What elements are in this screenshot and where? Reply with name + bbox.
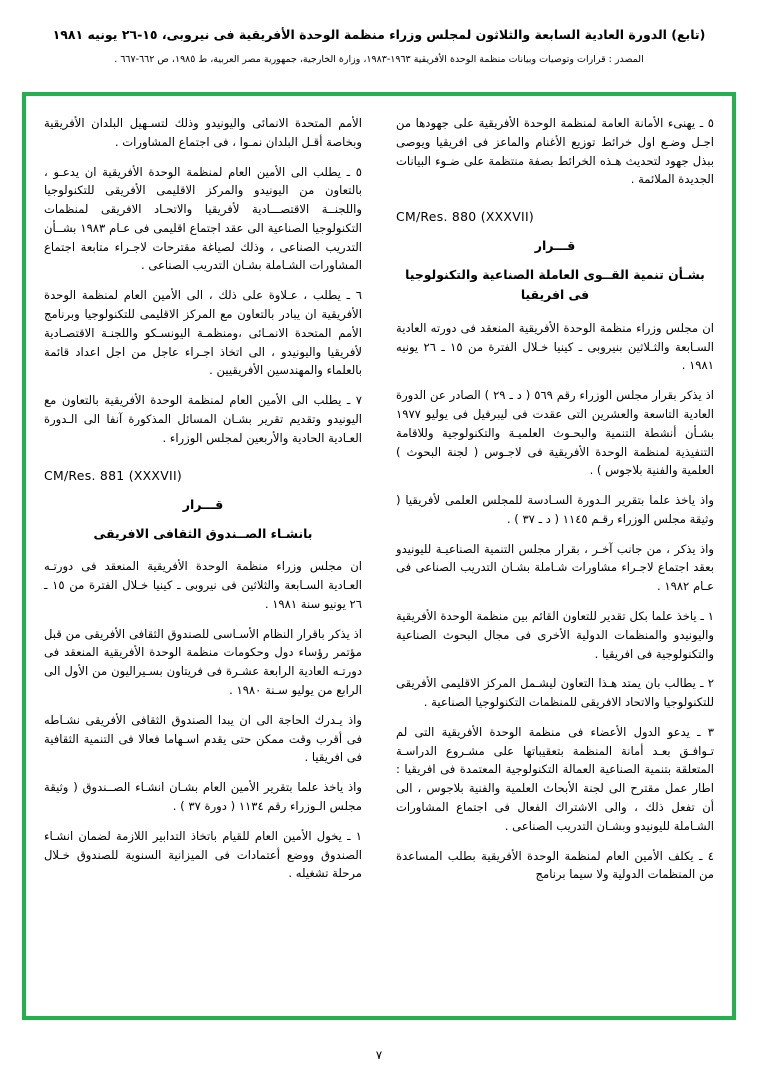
paragraph: ٧ ـ يطلب الى الأمين العام لمنظمة الوحدة الأفريقية بالتعاون مع اليونيدو وتقديم تقرير بشـان المسائل المذكورة آنفا الى الـدورة العـادية الحادية والأربعين لمجلس الوزراء .: [44, 393, 362, 445]
content-frame: [22, 92, 736, 1020]
paragraph: واذ يـدرك الحاجة الى ان يبدا الصندوق الثقافى الأفريقى نشـاطه فى أقرب وقت ممكن حتى يقدم اسـهاما فعالا فى التنمية الثقافية فى افريقيا .: [44, 712, 362, 765]
resolution-heading: قـــرار: [182, 496, 224, 512]
paragraph: ٦ ـ يطلب ، عـلاوة على ذلك ، الى الأمين العام لمنظمة الوحدة الأفريقية ان يبادر بالتعاون مع المركز الاقليمى للتكنولوجيا وبرنامج الأمم المتحدة الانمـائى ،ومنظمـة اليونسـكو واللجنـة الاقتصـادية لأفريقيا واليونيدو ، الى اتخاذ اجـراء عاجل من اجل اعداد قائمة بالعلماء والمهندسين الأفريقيين .: [44, 288, 362, 378]
paragraph: واذ ياخذ علما بتقرير الـدورة السـادسة للمجلس العلمى لأفريقيا ( وثيقة مجلس الوزراء رقـم ١١٤٥ ( د ـ ٣٧ ) .: [396, 493, 714, 526]
paragraph: ٤ ـ يكلف الأمين العام لمنظمة الوحدة الأفريقية بطلب المساعدة من المنظمات الدولية ولا سيما برنامج: [396, 848, 714, 882]
paragraph: ٢ ـ يطالب بان يمتد هـذا التعاون ليشـمل المركز الاقليمى الأفريقى للتكنولوجيا والاتحاد الافريقى للمنظمات التكنولوجيا الصناعية .: [396, 676, 714, 710]
resolution-id: CM/Res. 880 (XXXVII): [396, 209, 535, 225]
paragraph: الأمم المتحدة الانمائى واليونيدو وذلك لتسـهيل البلدان الأفريقية وبخاصة أقـل البلدان نمـوا ، فى اجتماع المشاورات .: [44, 116, 362, 149]
left-column: [44, 114, 362, 1002]
paragraph: ٥ ـ يهنىء الأمانة العامة لمنظمة الوحدة الأفريقية على جهودها من اجـل وضـع اول خرائط توزيع الأغنام والماعز فى افريقيا ويوصى ببذل جهود لتحديث هـذه الخرائط بصفة منتظمة على ضـوء البيانات الجديدة الملائمة .: [396, 116, 714, 187]
paragraph: ١ ـ يخول الأمين العام للقيام باتخاذ التدابير اللازمة لضمان انشـاء الصندوق ووضع أعتمادات فى الميزانية السنوية للصندوق خـلال مرحلة تشغيله .: [44, 828, 362, 881]
paragraph: واذ ياخذ علما بتقرير الأمين العام بشـان انشـاء الصــندوق ( وثيقة مجلس الـوزراء رقم ١١٣٤ ( دورة ٣٧ ) .: [44, 780, 362, 813]
right-column: [396, 114, 714, 1002]
paragraph: ٥ ـ يطلب الى الأمين العام لمنظمة الوحدة الأفريقية ان يدعـو ، بالتعاون من اليونيدو والمركز الاقليمى الأفريقى للتكنولوجيا واللجنــة الاقتصـــادية لأفريقيا والاتحـاد الافريقى لمنظمات التكنولوجيا الصناعية الى عقد اجتماع اقليمى فى عـام ١٩٨٣ بشــأن التدريب الصناعى ، وذلك لصياغة مقترحات لاجـراء متابعة اجتماع المشاورات الشـاملة بشـان التدريب الصناعى .: [44, 164, 362, 273]
page-header: [0, 0, 758, 67]
page-footer: [0, 1048, 758, 1062]
paragraph: اذ يذكر باقرار النظام الأسـاسى للصندوق الثقافى الأفريقى من قبل مؤتمر رؤساء دول وحكومات منظمة الوحدة الأفريقية المنعقد فى دورتـه العادية الرابعة عشـرة فى فريتاون بسـيراليون من الأول الى الرابع من يوليو سـنة ١٩٨٠ .: [44, 626, 362, 698]
paragraph: ٣ ـ يدعو الدول الأعضاء فى منظمة الوحدة الأفريقية التى لم تـوافـق بعـد أمانة المنظمة بتعقيباتها على مشـروع الدراسـة المتعلقة بتنمية الصناعية العمالة التكنولوجية المعتمدة فى افريقيا : اطار عمل مقترح الى لجنة الأبحاث العلمية والفنية بلاجوس ، الى أن تفعل ذلك ، والى الاشتراك الفعال فى اجتماع المشاورات الشـاملة لليونيدو وبشـان التدريب الصناعى .: [396, 724, 714, 833]
header-title: (تابع) الدورة العادية السابعة والثلاثون لمجلس وزراء منظمة الوحدة الأفريقية فى نيروبى، ١٥-٢٦ يونيه ١٩٨١: [52, 27, 706, 42]
resolution-subject: بانشـاء الصــندوق الثقافى الافريقى: [93, 525, 313, 541]
resolution-id: CM/Res. 881 (XXXVII): [44, 467, 183, 483]
header-source: المصدر : قرارات وتوصيات وبيانات منظمة الوحدة الأفريقية ١٩٦٣-١٩٨٣، وزارة الخارجية، جمهورية مصر العربية، ط ١٩٨٥، ص ٦٦٢-٦٦٧ .: [114, 53, 644, 65]
resolution-subject: بشـأن تنمية القــوى العاملة الصناعية والتكنولوجيا فى افريقيا: [405, 267, 705, 302]
paragraph: واذ يذكر ، من جانب آخـر ، بقرار مجلس التنمية الصناعيـة لليونيدو بعقد اجتماع لاجـراء مشاورات شـاملة بشـان التدريب الصناعى فى عـام ١٩٨٢ .: [396, 541, 714, 594]
two-column-body: [44, 114, 714, 1002]
paragraph: ان مجلس وزراء منظمة الوحدة الأفريقية المنعقد فى دورته العادية السـابعة والثـلاثين بنيروبى ـ كينيا خـلال الفترة من ١٥ ـ ٢٦ يونيه ١٩٨١ .: [396, 320, 715, 373]
resolution-heading: قـــرار: [534, 238, 576, 254]
paragraph: ان مجلس وزراء منظمة الوحدة الأفريقية المنعقد فى دورتـه العـادية السـابعة والثلاثين فى نيروبى ـ كينيا خـلال الفترة من ١٥ ـ ٢٦ يونيو سنة ١٩٨١ .: [44, 559, 362, 611]
paragraph: اذ يذكر بقرار مجلس الوزراء رقم ٥٦٩ ( د ـ ٢٩ ) الصادر عن الدورة العادية التاسعة والعشرين التى عقدت فى ليبرفيل فى يوليو ١٩٧٧ بشـأن أنشطة التنمية والبحـوث العلميـة والتكنولوجية وللاقامة التنفيذية لمنظمة الوحدة الأفريقية فى لاجـوس ( لجنة البحوث ) العلمية والفنية بلاجوس ) .: [396, 388, 714, 478]
page-number: ٧: [375, 1048, 383, 1062]
paragraph: ١ ـ ياخذ علما بكل تقدير للتعاون القائم بين منظمة الوحدة الأفريقية واليونيدو والمنظمات الدولية الأخرى فى مجال البحوث الصناعية والتكنولوجية فى افريقيا .: [396, 608, 714, 661]
